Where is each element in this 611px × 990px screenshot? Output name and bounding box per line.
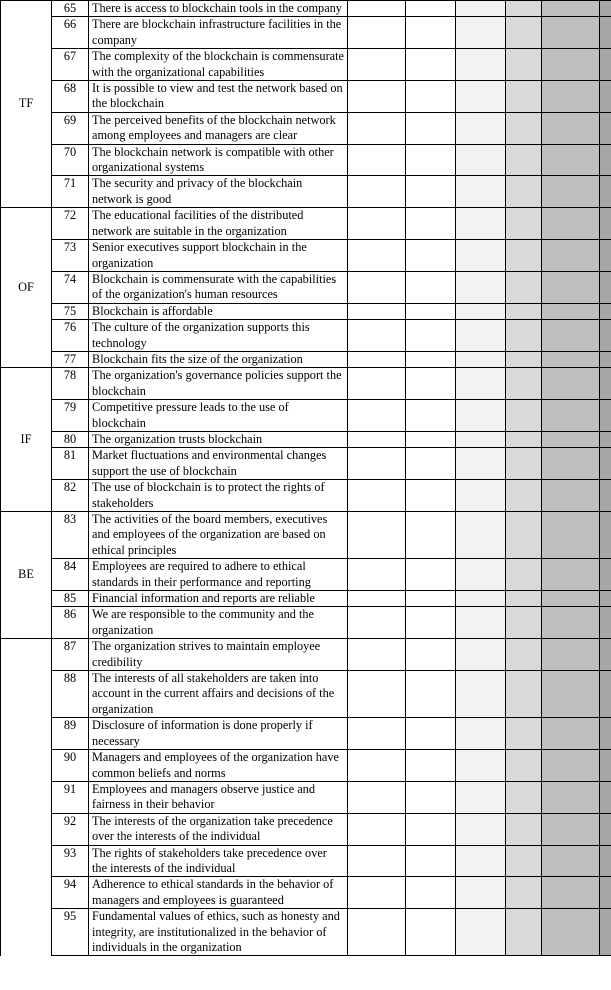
- group-label: IF: [1, 368, 52, 512]
- response-blank[interactable]: [348, 81, 406, 113]
- response-blank[interactable]: [348, 431, 406, 447]
- response-strongly-agree[interactable]: [600, 591, 611, 607]
- response-disagree[interactable]: [456, 607, 506, 639]
- table-row: [1, 639, 611, 671]
- response-agree[interactable]: [542, 240, 600, 272]
- response-blank[interactable]: [348, 240, 406, 272]
- response-disagree[interactable]: [456, 877, 506, 909]
- response-neutral[interactable]: [506, 909, 542, 956]
- item-statement: The organization trusts blockchain: [89, 431, 348, 447]
- response-strongly-agree[interactable]: [600, 877, 611, 909]
- response-agree[interactable]: [542, 813, 600, 845]
- response-disagree[interactable]: [456, 909, 506, 956]
- item-number: 65: [52, 1, 89, 17]
- response-strongly-disagree[interactable]: [406, 208, 456, 240]
- item-number: 71: [52, 176, 89, 208]
- response-strongly-disagree[interactable]: [406, 144, 456, 176]
- item-number: 90: [52, 750, 89, 782]
- response-disagree[interactable]: [456, 512, 506, 559]
- response-neutral[interactable]: [506, 639, 542, 671]
- response-neutral[interactable]: [506, 368, 542, 400]
- response-strongly-disagree[interactable]: [406, 909, 456, 956]
- table-row: [1, 176, 611, 208]
- item-statement: Blockchain fits the size of the organization: [89, 351, 348, 367]
- response-strongly-disagree[interactable]: [406, 320, 456, 352]
- response-disagree[interactable]: [456, 49, 506, 81]
- response-agree[interactable]: [542, 671, 600, 718]
- response-strongly-disagree[interactable]: [406, 240, 456, 272]
- item-number: 74: [52, 271, 89, 303]
- response-blank[interactable]: [348, 607, 406, 639]
- response-agree[interactable]: [542, 176, 600, 208]
- response-blank[interactable]: [348, 781, 406, 813]
- response-blank[interactable]: [348, 559, 406, 591]
- response-strongly-disagree[interactable]: [406, 368, 456, 400]
- response-strongly-agree[interactable]: [600, 448, 611, 480]
- response-blank[interactable]: [348, 639, 406, 671]
- response-strongly-disagree[interactable]: [406, 559, 456, 591]
- response-neutral[interactable]: [506, 303, 542, 319]
- table-row: [1, 400, 611, 432]
- response-disagree[interactable]: [456, 845, 506, 877]
- response-agree[interactable]: [542, 591, 600, 607]
- item-statement: Blockchain is commensurate with the capabilities of the organization's human resources: [89, 271, 348, 303]
- table-row: [1, 240, 611, 272]
- response-disagree[interactable]: [456, 400, 506, 432]
- response-strongly-disagree[interactable]: [406, 81, 456, 113]
- response-agree[interactable]: [542, 877, 600, 909]
- response-agree[interactable]: [542, 1, 600, 17]
- item-number: 93: [52, 845, 89, 877]
- response-disagree[interactable]: [456, 176, 506, 208]
- response-agree[interactable]: [542, 750, 600, 782]
- item-number: 77: [52, 351, 89, 367]
- response-strongly-disagree[interactable]: [406, 176, 456, 208]
- table-row: [1, 591, 611, 607]
- table-row: [1, 112, 611, 144]
- response-strongly-agree[interactable]: [600, 400, 611, 432]
- response-neutral[interactable]: [506, 144, 542, 176]
- item-statement: The organization's governance policies support the blockchain: [89, 368, 348, 400]
- response-strongly-disagree[interactable]: [406, 512, 456, 559]
- item-statement: Fundamental values of ethics, such as honesty and integrity, are institutionalized in the behavior of individuals in the organization: [89, 909, 348, 956]
- response-blank[interactable]: [348, 718, 406, 750]
- response-strongly-disagree[interactable]: [406, 718, 456, 750]
- response-strongly-disagree[interactable]: [406, 639, 456, 671]
- response-disagree[interactable]: [456, 1, 506, 17]
- response-disagree[interactable]: [456, 368, 506, 400]
- item-statement: Blockchain is affordable: [89, 303, 348, 319]
- response-neutral[interactable]: [506, 17, 542, 49]
- response-disagree[interactable]: [456, 718, 506, 750]
- item-number: 68: [52, 81, 89, 113]
- table-row: [1, 750, 611, 782]
- response-strongly-disagree[interactable]: [406, 400, 456, 432]
- response-blank[interactable]: [348, 400, 406, 432]
- response-neutral[interactable]: [506, 112, 542, 144]
- item-number: 76: [52, 320, 89, 352]
- response-disagree[interactable]: [456, 17, 506, 49]
- response-neutral[interactable]: [506, 480, 542, 512]
- item-number: 72: [52, 208, 89, 240]
- item-number: 86: [52, 607, 89, 639]
- response-neutral[interactable]: [506, 877, 542, 909]
- response-disagree[interactable]: [456, 112, 506, 144]
- item-statement: The organization strives to maintain employee credibility: [89, 639, 348, 671]
- response-agree[interactable]: [542, 112, 600, 144]
- response-strongly-agree[interactable]: [600, 17, 611, 49]
- response-agree[interactable]: [542, 480, 600, 512]
- response-agree[interactable]: [542, 909, 600, 956]
- response-strongly-disagree[interactable]: [406, 845, 456, 877]
- response-neutral[interactable]: [506, 718, 542, 750]
- response-disagree[interactable]: [456, 303, 506, 319]
- response-neutral[interactable]: [506, 607, 542, 639]
- response-blank[interactable]: [348, 320, 406, 352]
- response-neutral[interactable]: [506, 813, 542, 845]
- response-neutral[interactable]: [506, 591, 542, 607]
- item-number: 88: [52, 671, 89, 718]
- response-blank[interactable]: [348, 750, 406, 782]
- response-disagree[interactable]: [456, 448, 506, 480]
- response-agree[interactable]: [542, 351, 600, 367]
- response-blank[interactable]: [348, 813, 406, 845]
- response-agree[interactable]: [542, 448, 600, 480]
- response-strongly-disagree[interactable]: [406, 480, 456, 512]
- item-number: 70: [52, 144, 89, 176]
- table-row: [1, 208, 611, 240]
- response-neutral[interactable]: [506, 400, 542, 432]
- response-disagree[interactable]: [456, 781, 506, 813]
- response-agree[interactable]: [542, 303, 600, 319]
- item-statement: The interests of the organization take precedence over the interests of the individual: [89, 813, 348, 845]
- item-number: 80: [52, 431, 89, 447]
- table-row: [1, 480, 611, 512]
- table-row: [1, 303, 611, 319]
- response-strongly-disagree[interactable]: [406, 431, 456, 447]
- response-neutral[interactable]: [506, 1, 542, 17]
- item-statement: There are blockchain infrastructure facilities in the company: [89, 17, 348, 49]
- item-statement: The security and privacy of the blockchain network is good: [89, 176, 348, 208]
- item-statement: Financial information and reports are reliable: [89, 591, 348, 607]
- table-row: [1, 1, 611, 17]
- table-row: [1, 49, 611, 81]
- item-number: 82: [52, 480, 89, 512]
- response-strongly-agree[interactable]: [600, 320, 611, 352]
- response-strongly-agree[interactable]: [600, 639, 611, 671]
- response-strongly-disagree[interactable]: [406, 271, 456, 303]
- response-neutral[interactable]: [506, 448, 542, 480]
- table-row: [1, 877, 611, 909]
- table-row: [1, 81, 611, 113]
- item-number: 81: [52, 448, 89, 480]
- response-blank[interactable]: [348, 112, 406, 144]
- response-neutral[interactable]: [506, 208, 542, 240]
- item-statement: Employees are required to adhere to ethical standards in their performance and reporting: [89, 559, 348, 591]
- response-disagree[interactable]: [456, 671, 506, 718]
- item-statement: Disclosure of information is done properly if necessary: [89, 718, 348, 750]
- response-agree[interactable]: [542, 144, 600, 176]
- item-statement: Market fluctuations and environmental changes support the use of blockchain: [89, 448, 348, 480]
- response-blank[interactable]: [348, 176, 406, 208]
- item-statement: The educational facilities of the distributed network are suitable in the organization: [89, 208, 348, 240]
- response-strongly-agree[interactable]: [600, 240, 611, 272]
- response-agree[interactable]: [542, 271, 600, 303]
- response-strongly-agree[interactable]: [600, 781, 611, 813]
- response-neutral[interactable]: [506, 351, 542, 367]
- item-statement: The rights of stakeholders take precedence over the interests of the individual: [89, 845, 348, 877]
- response-neutral[interactable]: [506, 176, 542, 208]
- table-row: [1, 368, 611, 400]
- item-number: 89: [52, 718, 89, 750]
- response-strongly-agree[interactable]: [600, 909, 611, 956]
- response-blank[interactable]: [348, 1, 406, 17]
- table-row: [1, 718, 611, 750]
- response-disagree[interactable]: [456, 351, 506, 367]
- response-strongly-agree[interactable]: [600, 112, 611, 144]
- response-strongly-agree[interactable]: [600, 368, 611, 400]
- response-strongly-agree[interactable]: [600, 845, 611, 877]
- response-strongly-disagree[interactable]: [406, 591, 456, 607]
- item-statement: The complexity of the blockchain is commensurate with the organizational capabilities: [89, 49, 348, 81]
- response-agree[interactable]: [542, 559, 600, 591]
- item-statement: The interests of all stakeholders are taken into account in the current affairs and decisions of the organization: [89, 671, 348, 718]
- group-label: [1, 639, 52, 956]
- response-strongly-agree[interactable]: [600, 813, 611, 845]
- item-statement: Managers and employees of the organization have common beliefs and norms: [89, 750, 348, 782]
- response-neutral[interactable]: [506, 750, 542, 782]
- response-blank[interactable]: [348, 877, 406, 909]
- response-neutral[interactable]: [506, 781, 542, 813]
- response-neutral[interactable]: [506, 559, 542, 591]
- item-number: 83: [52, 512, 89, 559]
- response-strongly-agree[interactable]: [600, 176, 611, 208]
- response-agree[interactable]: [542, 368, 600, 400]
- item-statement: We are responsible to the community and the organization: [89, 607, 348, 639]
- response-agree[interactable]: [542, 431, 600, 447]
- response-disagree[interactable]: [456, 208, 506, 240]
- item-statement: The culture of the organization supports this technology: [89, 320, 348, 352]
- item-number: 92: [52, 813, 89, 845]
- response-disagree[interactable]: [456, 813, 506, 845]
- item-number: 95: [52, 909, 89, 956]
- response-neutral[interactable]: [506, 320, 542, 352]
- table-row: [1, 781, 611, 813]
- response-neutral[interactable]: [506, 431, 542, 447]
- response-strongly-agree[interactable]: [600, 303, 611, 319]
- table-row: [1, 351, 611, 367]
- item-number: 87: [52, 639, 89, 671]
- item-statement: It is possible to view and test the network based on the blockchain: [89, 81, 348, 113]
- response-blank[interactable]: [348, 671, 406, 718]
- response-blank[interactable]: [348, 909, 406, 956]
- response-agree[interactable]: [542, 845, 600, 877]
- item-number: 73: [52, 240, 89, 272]
- table-row: [1, 559, 611, 591]
- table-row: [1, 144, 611, 176]
- response-strongly-agree[interactable]: [600, 431, 611, 447]
- response-strongly-agree[interactable]: [600, 271, 611, 303]
- response-strongly-agree[interactable]: [600, 1, 611, 17]
- response-strongly-agree[interactable]: [600, 607, 611, 639]
- response-strongly-agree[interactable]: [600, 351, 611, 367]
- response-neutral[interactable]: [506, 49, 542, 81]
- table-row: [1, 17, 611, 49]
- questionnaire-body: [1, 1, 611, 956]
- response-agree[interactable]: [542, 400, 600, 432]
- response-blank[interactable]: [348, 271, 406, 303]
- response-agree[interactable]: [542, 208, 600, 240]
- item-number: 84: [52, 559, 89, 591]
- table-row: [1, 271, 611, 303]
- response-agree[interactable]: [542, 17, 600, 49]
- response-strongly-agree[interactable]: [600, 718, 611, 750]
- response-strongly-agree[interactable]: [600, 512, 611, 559]
- item-number: 85: [52, 591, 89, 607]
- response-disagree[interactable]: [456, 559, 506, 591]
- item-statement: The use of blockchain is to protect the rights of stakeholders: [89, 480, 348, 512]
- item-statement: Employees and managers observe justice and fairness in their behavior: [89, 781, 348, 813]
- response-strongly-agree[interactable]: [600, 750, 611, 782]
- response-strongly-agree[interactable]: [600, 49, 611, 81]
- response-blank[interactable]: [348, 49, 406, 81]
- response-strongly-disagree[interactable]: [406, 671, 456, 718]
- response-disagree[interactable]: [456, 271, 506, 303]
- response-strongly-agree[interactable]: [600, 480, 611, 512]
- item-number: 66: [52, 17, 89, 49]
- response-blank[interactable]: [348, 208, 406, 240]
- response-agree[interactable]: [542, 320, 600, 352]
- response-strongly-agree[interactable]: [600, 559, 611, 591]
- item-number: 67: [52, 49, 89, 81]
- response-strongly-agree[interactable]: [600, 144, 611, 176]
- table-row: [1, 845, 611, 877]
- group-label: TF: [1, 1, 52, 208]
- response-disagree[interactable]: [456, 81, 506, 113]
- item-statement: Competitive pressure leads to the use of blockchain: [89, 400, 348, 432]
- response-blank[interactable]: [348, 512, 406, 559]
- response-agree[interactable]: [542, 81, 600, 113]
- response-strongly-disagree[interactable]: [406, 607, 456, 639]
- response-blank[interactable]: [348, 303, 406, 319]
- response-strongly-agree[interactable]: [600, 81, 611, 113]
- item-number: 94: [52, 877, 89, 909]
- table-row: [1, 320, 611, 352]
- item-statement: The blockchain network is compatible with other organizational systems: [89, 144, 348, 176]
- item-number: 79: [52, 400, 89, 432]
- response-agree[interactable]: [542, 607, 600, 639]
- response-blank[interactable]: [348, 351, 406, 367]
- item-statement: Senior executives support blockchain in the organization: [89, 240, 348, 272]
- table-row: [1, 813, 611, 845]
- item-number: 78: [52, 368, 89, 400]
- response-neutral[interactable]: [506, 81, 542, 113]
- response-blank[interactable]: [348, 368, 406, 400]
- response-disagree[interactable]: [456, 431, 506, 447]
- table-row: [1, 671, 611, 718]
- response-disagree[interactable]: [456, 591, 506, 607]
- table-row: [1, 607, 611, 639]
- response-blank[interactable]: [348, 480, 406, 512]
- table-row: [1, 448, 611, 480]
- response-strongly-agree[interactable]: [600, 671, 611, 718]
- response-agree[interactable]: [542, 49, 600, 81]
- response-strongly-disagree[interactable]: [406, 49, 456, 81]
- table-row: [1, 909, 611, 956]
- response-neutral[interactable]: [506, 845, 542, 877]
- response-strongly-disagree[interactable]: [406, 813, 456, 845]
- response-disagree[interactable]: [456, 639, 506, 671]
- response-blank[interactable]: [348, 448, 406, 480]
- item-number: 69: [52, 112, 89, 144]
- response-disagree[interactable]: [456, 144, 506, 176]
- response-disagree[interactable]: [456, 750, 506, 782]
- response-disagree[interactable]: [456, 320, 506, 352]
- response-strongly-disagree[interactable]: [406, 17, 456, 49]
- response-agree[interactable]: [542, 718, 600, 750]
- response-strongly-agree[interactable]: [600, 208, 611, 240]
- response-neutral[interactable]: [506, 671, 542, 718]
- response-neutral[interactable]: [506, 512, 542, 559]
- response-blank[interactable]: [348, 17, 406, 49]
- response-blank[interactable]: [348, 144, 406, 176]
- item-number: 91: [52, 781, 89, 813]
- response-agree[interactable]: [542, 781, 600, 813]
- response-neutral[interactable]: [506, 240, 542, 272]
- item-statement: There is access to blockchain tools in the company: [89, 1, 348, 17]
- response-strongly-disagree[interactable]: [406, 781, 456, 813]
- response-strongly-disagree[interactable]: [406, 448, 456, 480]
- response-strongly-disagree[interactable]: [406, 750, 456, 782]
- response-strongly-disagree[interactable]: [406, 351, 456, 367]
- item-statement: The perceived benefits of the blockchain network among employees and managers are clear: [89, 112, 348, 144]
- response-agree[interactable]: [542, 639, 600, 671]
- response-blank[interactable]: [348, 845, 406, 877]
- response-strongly-disagree[interactable]: [406, 112, 456, 144]
- response-disagree[interactable]: [456, 480, 506, 512]
- response-neutral[interactable]: [506, 271, 542, 303]
- item-number: 75: [52, 303, 89, 319]
- table-row: [1, 512, 611, 559]
- response-strongly-disagree[interactable]: [406, 1, 456, 17]
- response-disagree[interactable]: [456, 240, 506, 272]
- item-statement: The activities of the board members, executives and employees of the organization are based on ethical principles: [89, 512, 348, 559]
- response-blank[interactable]: [348, 591, 406, 607]
- response-agree[interactable]: [542, 512, 600, 559]
- group-label: OF: [1, 208, 52, 368]
- item-statement: Adherence to ethical standards in the behavior of managers and employees is guaranteed: [89, 877, 348, 909]
- group-label: BE: [1, 512, 52, 639]
- response-strongly-disagree[interactable]: [406, 303, 456, 319]
- response-strongly-disagree[interactable]: [406, 877, 456, 909]
- table-row: [1, 431, 611, 447]
